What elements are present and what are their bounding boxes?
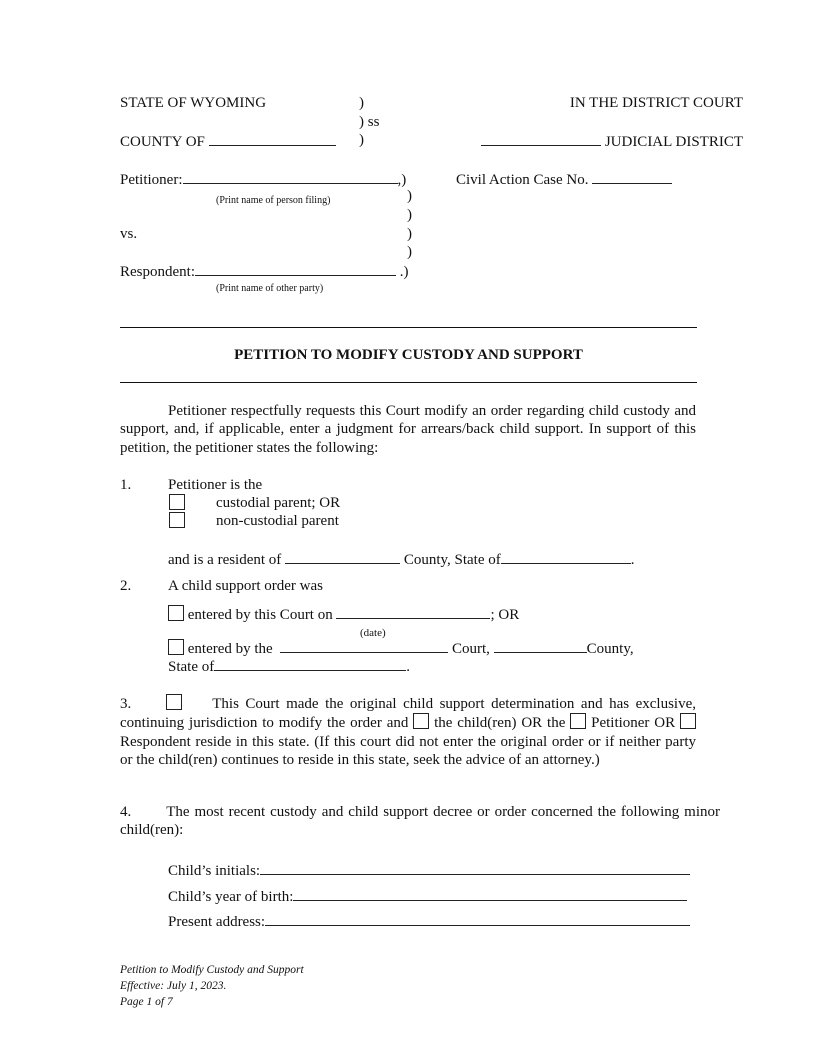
custodial-checkbox[interactable] [169,494,185,510]
item2-lead: A child support order was [168,578,323,594]
caption-paren: ) [407,207,412,223]
footer-page: Page 1 of 7 [120,996,173,1008]
date-hint: (date) [360,627,386,639]
respondent-label: Respondent: [120,264,195,280]
state-of-label: State of [168,659,215,675]
entered-this-court-label: entered by this Court on [187,607,333,623]
respondent-row [120,261,409,281]
county-field[interactable] [209,131,336,146]
child-initials-field[interactable] [260,860,690,875]
court-label: Court, [451,641,490,657]
respondent-hint: (Print name of other party) [216,283,324,294]
item3-text: the child(ren) OR the [434,715,566,732]
caption-paren: ,) [397,172,407,188]
footer-title: Petition to Modify Custody and Support [120,964,304,976]
item4-text: The most recent custody and child support decree or order concerned the following minor child(ren): [120,804,720,839]
period: . [406,659,410,675]
order-date-field[interactable] [336,604,490,619]
child-initials-label: Child’s initials: [168,863,261,879]
state-label: STATE OF WYOMING [120,95,267,111]
petitioner-name-field[interactable] [183,169,398,184]
item4-paragraph [120,803,720,840]
divider [120,327,697,328]
item-number: 4. [120,804,132,820]
other-court-field[interactable] [280,638,448,653]
case-no-label: Civil Action Case No. [456,172,589,188]
entered-other-court-checkbox[interactable] [168,639,184,655]
caption-paren: .) [399,264,409,280]
footer-effective: Effective: July 1, 2023. [120,980,227,992]
caption-paren: ) [407,188,412,204]
petitioner-row [120,169,406,189]
or-label: ; OR [490,607,520,623]
child-address-field[interactable] [265,911,690,926]
child-initials-row [168,860,690,880]
children-reside-checkbox[interactable] [413,713,429,729]
child-birth-year-label: Child’s year of birth: [168,889,294,905]
case-no-field[interactable] [592,169,672,184]
item3-text: Respondent reside in this state. (If this court did not enter the original order or if neither party or the child(ren) continues to reside in this state, seek the advice of an attorney.) [120,733,696,768]
respondent-name-field[interactable] [195,261,396,276]
resident-state-field[interactable] [501,549,631,564]
divider [120,382,697,383]
item-number: 3. [120,696,132,712]
entered-this-court-row [168,604,519,624]
caption-paren: ) [407,226,412,242]
child-address-row [168,911,690,931]
district-row [481,131,743,151]
county-row [120,131,336,151]
child-birth-year-field[interactable] [293,886,687,901]
resident-county-field[interactable] [285,549,400,564]
document-title: PETITION TO MODIFY CUSTODY AND SUPPORT [234,347,583,363]
county-state-label: County, State of [403,552,501,568]
non-custodial-checkbox[interactable] [169,512,185,528]
custodial-label: custodial parent; OR [216,495,341,511]
item3-paragraph [120,694,696,769]
respondent-reside-checkbox[interactable] [680,713,696,729]
caption-paren: ) [407,244,412,260]
state-of-row [168,656,410,676]
original-determination-checkbox[interactable] [166,694,182,710]
intro-paragraph: Petitioner respectfully requests this Court modify an order regarding child custody and support, and, if applicable, enter a judgment for arrears/back child support. In support of this petition, the petitioner states the following: [120,403,696,456]
resident-row [168,549,635,569]
other-county-field[interactable] [494,638,587,653]
item3-text: Petitioner OR [591,715,676,732]
caption-paren: ) [359,95,364,111]
item-number: 2. [120,578,132,594]
resident-label: and is a resident of [168,552,282,568]
court-label: IN THE DISTRICT COURT [569,95,743,111]
caption-paren: ) [359,132,364,148]
petitioner-label: Petitioner: [120,172,183,188]
county-label: COUNTY OF [120,134,205,150]
petitioner-reside-checkbox[interactable] [570,713,586,729]
district-field[interactable] [481,131,601,146]
entered-this-court-checkbox[interactable] [168,605,184,621]
vs-label: vs. [120,226,138,242]
item3-text: This Court made the original child support determination and has exclusive, continuing jurisdiction to modify the order and [120,696,696,732]
case-no-row [456,169,672,189]
child-birth-year-row [168,886,687,906]
ss-label: ) ss [359,114,380,130]
item-number: 1. [120,477,132,493]
petitioner-hint: (Print name of person filing) [216,195,331,206]
period: . [630,552,635,568]
child-address-label: Present address: [168,914,266,930]
entered-by-label: entered by the [187,641,273,657]
non-custodial-label: non-custodial parent [216,513,339,529]
county-label: County, [586,641,634,657]
entered-other-court-row [168,638,634,658]
item1-lead: Petitioner is the [168,477,263,493]
other-state-field[interactable] [214,656,406,671]
district-label: JUDICIAL DISTRICT [604,134,743,150]
